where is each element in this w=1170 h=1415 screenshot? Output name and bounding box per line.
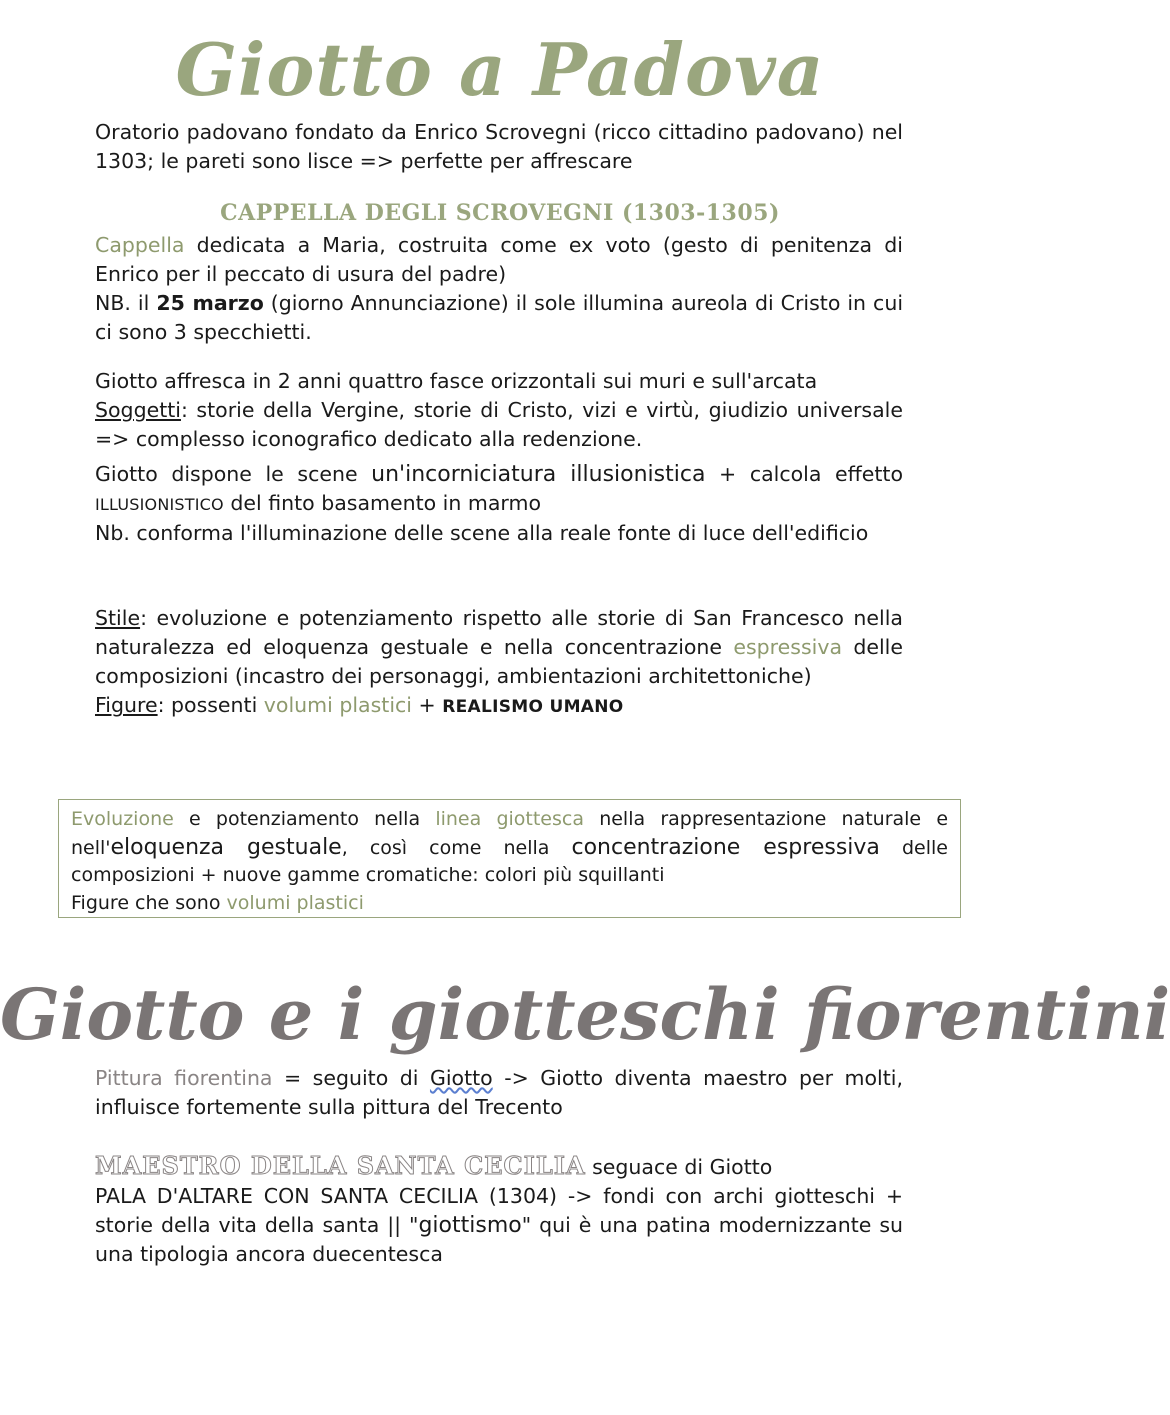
- nb-text: (giorno Annunciazione) il sole illumina aureola di Cristo in cui ci sono 3 specchietti.: [95, 291, 904, 344]
- intro-text: Oratorio padovano fondato da Enrico Scrovegni (ricco cittadino padovano) nel 1303; le pareti sono lisce => perfette per affrescare: [95, 120, 903, 173]
- box-linea: linea giottesca: [435, 808, 584, 830]
- highlight-cappella: Cappella: [95, 233, 185, 257]
- page-title: Giotto a Padova: [175, 27, 825, 112]
- summary-box: [58, 799, 961, 918]
- giottismo-word: giottismo: [418, 1213, 522, 1238]
- maestro-paragraph: [95, 1151, 903, 1269]
- dispone-caps: ILLUSIONISTICO: [95, 495, 224, 514]
- figure-label: Figure: [95, 693, 158, 717]
- box-text-1: e potenziamento nella: [173, 808, 436, 830]
- soggetti-text: : storie della Vergine, storie di Cristo, vizi e virtù, giudizio universale => complesso iconografico dedicato alla redenzione.: [95, 398, 903, 451]
- dispone-mid: + calcola effetto: [705, 462, 903, 486]
- dispone-start: Giotto dispone le scene: [95, 462, 372, 486]
- stile-text-1: : evoluzione e potenziamento rispetto alle storie di San Francesco nella naturalezza ed eloquenza gestuale e nella concentrazione: [95, 606, 903, 659]
- pittura-text-2: -> Giotto diventa maestro per molti, influisce fortemente sulla pittura del Trecento: [95, 1066, 903, 1119]
- dispone-hand: un'incorniciatura illusionistica: [371, 462, 706, 487]
- dispone-paragraph: [95, 460, 903, 548]
- soggetti-label: Soggetti: [95, 398, 181, 422]
- box-eloquenza: eloquenza gestuale: [110, 834, 342, 860]
- figure-text: : possenti: [157, 693, 264, 717]
- box-figure: Figure che sono: [71, 891, 227, 914]
- box-text-4: delle composizioni + nuove gamme cromatiche: colori più squillanti: [71, 836, 948, 886]
- stile-label: Stile: [95, 606, 141, 630]
- section-title-2: Giotto e i giotteschi fiorentini: [0, 973, 1170, 1056]
- realismo-umano: REALISMO UMANO: [442, 697, 624, 717]
- maestro-rest: seguace di Giotto: [585, 1155, 773, 1179]
- affresca-paragraph: [95, 367, 903, 454]
- highlight-espressiva: espressiva: [733, 635, 843, 659]
- stile-paragraph: [95, 604, 903, 722]
- box-text-3: , così come nella: [341, 836, 572, 859]
- pittura-paragraph: [95, 1064, 903, 1122]
- cappella-text: dedicata a Maria, costruita come ex voto (gesto di penitenza di Enrico per il peccato di usura del padre): [95, 233, 903, 286]
- pala-end: " qui è una patina modernizzante su una tipologia ancora duecentesca: [95, 1213, 903, 1266]
- dispone-end: del finto basamento in marmo: [223, 491, 542, 515]
- pittura-text-1: = seguito di: [272, 1066, 430, 1090]
- box-evoluzione: Evoluzione: [71, 808, 174, 830]
- intro-paragraph: [95, 118, 903, 176]
- figure-plus: +: [412, 693, 443, 717]
- nb-start: NB. il: [95, 291, 157, 315]
- section-heading: CAPPELLA DEGLI SCROVEGNI (1303-1305): [220, 200, 780, 226]
- affresca-line: Giotto affresca in 2 anni quattro fasce orizzontali sui muri e sull'arcata: [95, 369, 818, 393]
- stile-text-2: delle composizioni (incastro dei personaggi, ambientazioni architettoniche): [95, 635, 903, 688]
- box-concentrazione: concentrazione espressiva: [571, 834, 880, 860]
- box-volumi: volumi plastici: [226, 891, 364, 914]
- maestro-name: MAESTRO DELLA SANTA CECILIA: [95, 1151, 586, 1180]
- pittura-label: Pittura fiorentina: [95, 1066, 273, 1090]
- nb-date: 25 marzo: [156, 291, 264, 315]
- pittura-giotto: Giotto: [429, 1066, 493, 1090]
- pala-text: PALA D'ALTARE CON SANTA CECILIA (1304) -> fondi con archi giotteschi + storie della vita della santa || ": [95, 1184, 903, 1237]
- box-text-2: nella rappresentazione naturale e nell': [71, 808, 949, 859]
- dispone-nb: Nb. conforma l'illuminazione delle scene alla reale fonte di luce dell'edificio: [95, 521, 869, 545]
- cappella-paragraph: [95, 231, 903, 347]
- highlight-volumi: volumi plastici: [263, 693, 412, 717]
